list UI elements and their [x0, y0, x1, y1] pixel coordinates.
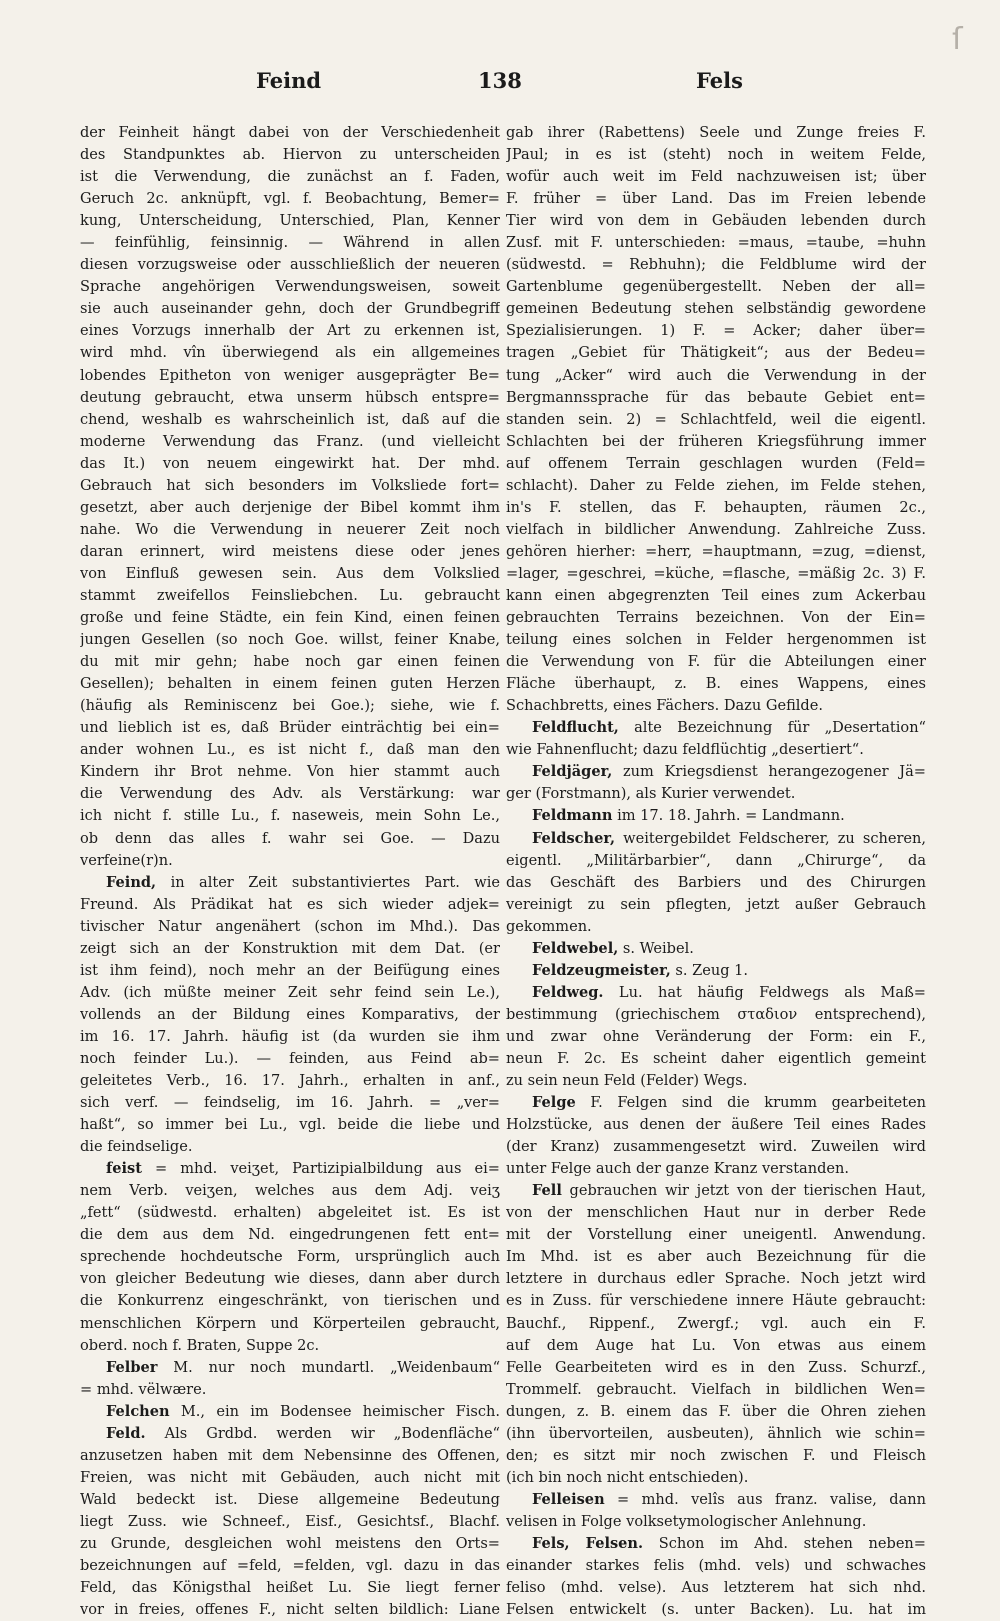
line-text: geleitetes Verb., 16. 17. Jahrh., erhalten in anf.,: [80, 1072, 500, 1090]
text-line: [506, 232, 926, 254]
line-text: von der menschlichen Haut nur in derber Rede: [506, 1204, 926, 1222]
text-line: [506, 1048, 926, 1070]
text-line: [80, 1335, 500, 1357]
line-text: sie auch auseinander gehn, doch der Grundbegriff: [80, 300, 500, 318]
text-line: [506, 1202, 926, 1224]
line-text: sprechende hochdeutsche Form, ursprünglich auch: [80, 1248, 500, 1266]
text-line: [80, 673, 500, 695]
text-line: [80, 695, 500, 717]
text-line: [506, 1224, 926, 1246]
text-line: [506, 563, 926, 585]
line-text: Felle Gearbeiteten wird es in den Zuss. Schurzf.,: [506, 1358, 926, 1376]
line-text: Schachbretts, eines Fächers. Dazu Gefilde.: [506, 697, 823, 715]
line-text: lobendes Epitheton von weniger ausgeprägter Be=: [80, 366, 500, 384]
line-text: Sprache angehörigen Verwendungsweisen, soweit: [80, 278, 500, 296]
line-text: gab ihrer (Rabettens) Seele und Zunge freies F.: [506, 124, 926, 141]
entry-headword: Fels, Felsen.: [532, 1535, 644, 1552]
text-line: [80, 717, 500, 739]
line-text: Wald bedeckt ist. Diese allgemeine Bedeutung: [80, 1490, 500, 1508]
line-text: sich verf. — feindselig, im 16. Jahrh. = „ver=: [80, 1094, 500, 1112]
text-line: [80, 1224, 500, 1246]
text-line: [506, 938, 926, 960]
entry-headword: Feldflucht,: [532, 719, 619, 737]
line-text: velisen in Folge volksetymologischer Anlehnung.: [506, 1512, 867, 1530]
entry-headword: Feldjäger,: [532, 763, 613, 781]
text-line: [80, 1533, 500, 1555]
line-text: — feinfühlig, feinsinnig. — Während in allen: [80, 234, 500, 252]
text-line: [80, 761, 500, 783]
left-text-column: [80, 122, 500, 1621]
text-line: [506, 916, 926, 938]
line-text: Bauchf., Rippenf., Zwergf.; vgl. auch ein F.: [506, 1314, 926, 1332]
text-line: [506, 1246, 926, 1268]
line-text: =lager, =geschrei, =küche, =flasche, =mäßig 2c. 3) F.: [506, 564, 926, 582]
line-text: feliso (mhd. velse). Aus letzterem hat sich nhd.: [506, 1579, 926, 1597]
text-line: [80, 166, 500, 188]
line-text: letztere in durchaus edler Sprache. Noch jetzt wird: [506, 1270, 926, 1288]
text-line: [80, 872, 500, 894]
line-text: die dem aus dem Nd. eingedrungenen fett ent=: [80, 1226, 500, 1244]
line-text: das It.) von neuem eingewirkt hat. Der mhd.: [80, 454, 500, 472]
text-line: [80, 519, 500, 541]
line-text: ger (Forstmann), als Kurier verwendet.: [506, 785, 796, 803]
line-text: nahe. Wo die Verwendung in neuerer Zeit noch: [80, 520, 500, 538]
line-text: ich nicht f. stille Lu., f. naseweis, mein Sohn Le.,: [80, 807, 500, 825]
line-text: im 17. 18. Jahrh. = Landmann.: [612, 807, 845, 825]
line-text: (südwestd. = Rebhuhn); die Feldblume wird der: [506, 256, 926, 274]
line-text: Feld, das Königsthal heißet Lu. Sie liegt ferner: [80, 1579, 500, 1597]
line-text: = mhd. vëlwære.: [80, 1380, 207, 1398]
line-text: gekommen.: [506, 917, 592, 935]
text-line: [506, 739, 926, 761]
text-line: [506, 828, 926, 850]
text-line: [506, 276, 926, 298]
text-line: [506, 673, 926, 695]
line-text: in's F. stellen, das F. behaupten, räumen 2c.,: [506, 498, 926, 516]
text-line: [80, 1445, 500, 1467]
line-text: weitergebildet Feldscherer, zu scheren,: [615, 829, 926, 847]
text-line: [506, 1357, 926, 1379]
text-line: [80, 1004, 500, 1026]
line-text: Schon im Ahd. stehen neben=: [643, 1535, 926, 1552]
text-line: [506, 1290, 926, 1312]
text-line: [506, 475, 926, 497]
text-line: [80, 1577, 500, 1599]
text-line: [80, 298, 500, 320]
text-line: [80, 607, 500, 629]
line-text: Fläche überhaupt, z. B. eines Wappens, eines: [506, 675, 926, 693]
line-text: anzusetzen haben mit dem Nebensinne des Offenen,: [80, 1446, 500, 1464]
header-right-guideword: Fels: [696, 68, 743, 93]
page-number: 138: [478, 68, 522, 93]
text-line: [80, 409, 500, 431]
line-text: von gleicher Bedeutung wie dieses, dann aber durch: [80, 1270, 500, 1288]
line-text: die Verwendung von F. für die Abteilungen einer: [506, 653, 926, 671]
text-line: [506, 188, 926, 210]
text-line: [506, 1114, 926, 1136]
line-text: Schlachten bei der früheren Kriegsführung immer: [506, 432, 926, 450]
line-text: wie Fahnenflucht; dazu feldflüchtig „desertiert“.: [506, 741, 864, 759]
line-text: wofür auch weit im Feld nachzuweisen ist; über: [506, 168, 926, 186]
line-text: chend, weshalb es wahrscheinlich ist, daß auf die: [80, 410, 500, 428]
header-left-guideword: Feind: [256, 68, 322, 93]
line-text: vielfach in bildlicher Anwendung. Zahlreiche Zuss.: [506, 520, 926, 538]
text-line: [80, 1202, 500, 1224]
line-text: Freien, was nicht mit Gebäuden, auch nicht mit: [80, 1468, 500, 1486]
line-text: Holzstücke, aus denen der äußere Teil eines Rades: [506, 1116, 926, 1134]
line-text: noch feinder Lu.). — feinden, aus Feind ab=: [80, 1049, 500, 1067]
text-line: [80, 1158, 500, 1180]
line-text: F. früher = über Land. Das im Freien lebende: [506, 190, 926, 208]
text-line: [506, 717, 926, 739]
line-text: Tier wird von dem in Gebäuden lebenden durch: [506, 212, 926, 230]
text-line: [80, 1246, 500, 1268]
text-line: [80, 497, 500, 519]
text-line: [80, 276, 500, 298]
margin-pencil-mark: ſ: [952, 22, 963, 57]
text-line: [80, 232, 500, 254]
text-line: [80, 431, 500, 453]
line-text: menschlichen Körpern und Körperteilen gebraucht,: [80, 1314, 500, 1332]
line-text: JPaul; in es ist (steht) noch in weitem Felde,: [506, 146, 926, 164]
text-line: [506, 960, 926, 982]
line-text: auf offenem Terrain geschlagen wurden (Feld=: [506, 454, 926, 472]
text-line: [506, 1533, 926, 1555]
text-line: [506, 982, 926, 1004]
line-text: das Geschäft des Barbiers und des Chirurgen: [506, 873, 926, 891]
text-line: [506, 1379, 926, 1401]
line-text: M., ein im Bodensee heimischer Fisch.: [169, 1402, 500, 1420]
entry-headword: Feldzeugmeister,: [532, 961, 671, 979]
text-line: [506, 431, 926, 453]
line-text: Gesellen); behalten in einem feinen guten Herzen: [80, 675, 500, 693]
line-text: Trommelf. gebraucht. Vielfach in bildlichen Wen=: [506, 1380, 926, 1398]
text-line: [506, 1489, 926, 1511]
text-line: [506, 1401, 926, 1423]
text-line: [506, 1577, 926, 1599]
text-line: [80, 122, 500, 144]
entry-headword: Feind,: [106, 873, 157, 891]
text-line: [80, 365, 500, 387]
text-line: [80, 1070, 500, 1092]
text-line: [80, 1114, 500, 1136]
line-text: von Einfluß gewesen sein. Aus dem Volkslied: [80, 564, 500, 582]
line-text: Geruch 2c. anknüpft, vgl. f. Beobachtung, Bemer=: [80, 190, 500, 208]
line-text: alte Bezeichnung für „Desertation“: [618, 719, 926, 737]
text-line: [506, 122, 926, 144]
line-text: moderne Verwendung das Franz. (und vielleicht: [80, 432, 500, 450]
line-text: der Feinheit hängt dabei von der Verschiedenheit: [80, 124, 500, 141]
text-line: [506, 1313, 926, 1335]
text-line: [80, 1092, 500, 1114]
text-line: [80, 563, 500, 585]
text-line: [80, 210, 500, 232]
line-text: die Verwendung des Adv. als Verstärkung: war: [80, 785, 500, 803]
text-line: [506, 365, 926, 387]
line-text: Als Grdbd. werden wir „Bodenfläche“: [145, 1424, 500, 1442]
line-text: nem Verb. veiʒen, welches aus dem Adj. veiʒ: [80, 1182, 500, 1200]
line-text: Kindern ihr Brot nehme. Von hier stammt auch: [80, 763, 500, 781]
text-line: [506, 585, 926, 607]
text-line: [80, 541, 500, 563]
text-line: [80, 1489, 500, 1511]
line-text: (der Kranz) zusammengesetzt wird. Zuweilen wird: [506, 1138, 926, 1156]
line-text: bestimmung (griechischem σταδιον entsprechend),: [506, 1005, 926, 1023]
line-text: zu sein neun Feld (Felder) Wegs.: [506, 1072, 748, 1090]
line-text: kung, Unterscheidung, Unterschied, Plan, Kenner: [80, 212, 500, 230]
line-text: vor in freies, offenes F., nicht selten bildlich: Liane: [80, 1601, 500, 1619]
line-text: Spezialisierungen. 1) F. = Acker; daher über=: [506, 322, 926, 340]
line-text: gebrauchten Terrains bezeichnen. Von der Ein=: [506, 609, 926, 627]
line-text: (ich bin noch nicht entschieden).: [506, 1468, 749, 1486]
text-line: [506, 1268, 926, 1290]
text-line: [506, 894, 926, 916]
entry-headword: Feldscher,: [532, 829, 616, 847]
entry-headword: feist: [106, 1160, 142, 1178]
line-text: verfeine(r)n.: [80, 851, 173, 869]
entry-headword: Feld.: [106, 1424, 146, 1442]
text-line: [80, 453, 500, 475]
line-text: liegt Zuss. wie Schneef., Eisf., Gesichtsf., Blachf.: [80, 1512, 500, 1530]
text-line: [80, 938, 500, 960]
text-line: [80, 475, 500, 497]
entry-headword: Feldwebel,: [532, 939, 619, 957]
line-text: gehören hierher: =herr, =hauptmann, =zug, =dienst,: [506, 542, 926, 560]
line-text: F. Felgen sind die krumm gearbeiteten: [575, 1094, 926, 1112]
line-text: bezeichnungen auf =feld, =felden, vgl. dazu in das: [80, 1557, 500, 1575]
entry-headword: Felleisen: [532, 1490, 605, 1508]
text-line: [506, 651, 926, 673]
text-line: [80, 739, 500, 761]
text-line: [506, 210, 926, 232]
text-line: [506, 497, 926, 519]
line-text: tung „Acker“ wird auch die Verwendung in der: [506, 366, 926, 384]
line-text: des Standpunktes ab. Hiervon zu unterscheiden: [80, 146, 500, 164]
text-line: [506, 1158, 926, 1180]
text-line: [506, 1335, 926, 1357]
line-text: Im Mhd. ist es aber auch Bezeichnung für die: [506, 1248, 926, 1266]
line-text: dungen, z. B. einem das F. über die Ohren ziehen: [506, 1402, 926, 1420]
text-line: [506, 1555, 926, 1577]
text-line: [506, 387, 926, 409]
text-line: [506, 1511, 926, 1533]
text-line: [506, 144, 926, 166]
line-text: (häufig als Reminiscenz bei Goe.); siehe, wie f.: [80, 697, 500, 715]
text-line: [506, 541, 926, 563]
text-line: [80, 1268, 500, 1290]
text-line: [506, 519, 926, 541]
text-line: [506, 453, 926, 475]
text-line: [80, 254, 500, 276]
line-text: den; es sitzt mir noch zwischen F. und Fleisch: [506, 1446, 926, 1464]
text-line: [506, 1467, 926, 1489]
line-text: zeigt sich an der Konstruktion mit dem Dat. (er: [80, 939, 500, 957]
line-text: Felsen entwickelt (s. unter Backen). Lu. hat im: [506, 1601, 926, 1619]
text-line: [80, 342, 500, 364]
line-text: du mit mir gehn; habe noch gar einen feinen: [80, 653, 500, 671]
text-line: [80, 1555, 500, 1577]
text-line: [506, 783, 926, 805]
text-line: [80, 1599, 500, 1621]
text-line: [80, 144, 500, 166]
line-text: gebrauchen wir jetzt von der tierischen Haut,: [561, 1182, 926, 1200]
text-line: [506, 166, 926, 188]
line-text: unter Felge auch der ganze Kranz verstanden.: [506, 1160, 850, 1178]
text-line: [506, 695, 926, 717]
line-text: deutung gebraucht, etwa unserm hübsch entspre=: [80, 388, 500, 406]
entry-headword: Felge: [532, 1094, 576, 1112]
right-text-column: [506, 122, 926, 1621]
text-line: [80, 1511, 500, 1533]
text-line: [80, 1423, 500, 1445]
text-line: [80, 1357, 500, 1379]
text-line: [506, 254, 926, 276]
text-line: [80, 1290, 500, 1312]
line-text: ist die Verwendung, die zunächst an f. Faden,: [80, 168, 500, 186]
text-line: [506, 409, 926, 431]
line-text: einander starkes felis (mhd. vels) und schwaches: [506, 1557, 926, 1575]
line-text: die feindselige.: [80, 1138, 193, 1156]
text-line: [506, 320, 926, 342]
text-line: [80, 850, 500, 872]
text-line: [506, 761, 926, 783]
text-line: [80, 960, 500, 982]
text-line: [506, 1070, 926, 1092]
text-line: [80, 783, 500, 805]
entry-headword: Felchen: [106, 1402, 170, 1420]
entry-headword: Felber: [106, 1358, 158, 1376]
text-line: [506, 342, 926, 364]
line-text: schlacht). Daher zu Felde ziehen, im Felde stehen,: [506, 476, 926, 494]
text-line: [506, 1136, 926, 1158]
text-line: [506, 1026, 926, 1048]
text-line: [80, 805, 500, 827]
line-text: Gartenblume gegenübergestellt. Neben der all=: [506, 278, 926, 296]
line-text: daran erinnert, wird meistens diese oder jenes: [80, 542, 500, 560]
text-line: [80, 1026, 500, 1048]
entry-headword: Fell: [532, 1182, 562, 1200]
text-line: [506, 629, 926, 651]
entry-headword: Feldweg.: [532, 983, 604, 1001]
text-line: [506, 1445, 926, 1467]
line-text: oberd. noch f. Braten, Suppe 2c.: [80, 1336, 320, 1354]
line-text: neun F. 2c. Es scheint daher eigentlich gemeint: [506, 1049, 926, 1067]
line-text: tragen „Gebiet für Thätigkeit“; aus der Bedeu=: [506, 344, 926, 362]
line-text: = mhd. veiʒet, Partizipialbildung aus ei=: [141, 1160, 500, 1178]
text-line: [80, 188, 500, 210]
line-text: gesetzt, aber auch derjenige der Bibel kommt ihm: [80, 498, 500, 516]
text-line: [80, 651, 500, 673]
line-text: wird mhd. vîn überwiegend als ein allgemeines: [80, 344, 500, 362]
line-text: im 16. 17. Jahrh. häufig ist (da wurden sie ihm: [80, 1027, 500, 1045]
line-text: es in Zuss. für verschiedene innere Häute gebraucht:: [506, 1292, 926, 1310]
line-text: M. nur noch mundartl. „Weidenbaum“: [157, 1358, 500, 1376]
text-line: [506, 1423, 926, 1445]
text-line: [80, 320, 500, 342]
line-text: Freund. Als Prädikat hat es sich wieder adjek=: [80, 895, 500, 913]
text-line: [80, 828, 500, 850]
text-line: [506, 1004, 926, 1026]
text-line: [506, 1599, 926, 1621]
line-text: kann einen abgegrenzten Teil eines zum Ackerbau: [506, 586, 926, 604]
text-line: [80, 1401, 500, 1423]
text-line: [80, 1313, 500, 1335]
line-text: tivischer Natur angenähert (schon im Mhd.). Das: [80, 917, 500, 935]
text-line: [80, 916, 500, 938]
line-text: große und feine Städte, ein fein Kind, einen feinen: [80, 609, 500, 627]
line-text: zum Kriegsdienst herangezogener Jä=: [612, 763, 926, 781]
line-text: Zusf. mit F. unterschieden: =maus, =taube, =huhn: [506, 234, 926, 252]
line-text: Bergmannssprache für das bebaute Gebiet ent=: [506, 388, 926, 406]
line-text: gemeinen Bedeutung stehen selbständig gewordene: [506, 300, 926, 318]
line-text: eines Vorzugs innerhalb der Art zu erkennen ist,: [80, 322, 500, 340]
line-text: teilung eines solchen in Felder hergenommen ist: [506, 631, 926, 649]
line-text: haßt“, so immer bei Lu., vgl. beide die liebe und: [80, 1116, 500, 1134]
text-line: [80, 1467, 500, 1489]
text-line: [506, 298, 926, 320]
line-text: stammt zweifellos Feinsliebchen. Lu. gebraucht: [80, 586, 500, 604]
line-text: s. Zeug 1.: [670, 961, 749, 979]
text-line: [80, 982, 500, 1004]
text-line: [80, 387, 500, 409]
line-text: und lieblich ist es, daß Brüder einträchtig bei ein=: [80, 719, 500, 737]
line-text: Adv. (ich müßte meiner Zeit sehr feind sein Le.),: [80, 983, 500, 1001]
line-text: „fett“ (südwestd. erhalten) abgeleitet ist. Es ist: [80, 1204, 500, 1222]
line-text: s. Weibel.: [618, 939, 694, 957]
line-text: in alter Zeit substantiviertes Part. wie: [156, 873, 500, 891]
text-line: [506, 607, 926, 629]
line-text: (ihn übervorteilen, ausbeuten), ähnlich wie schin=: [506, 1424, 926, 1442]
line-text: und zwar ohne Veränderung der Form: ein F.,: [506, 1027, 926, 1045]
running-header: [60, 68, 940, 108]
line-text: zu Grunde, desgleichen wohl meistens den Orts=: [80, 1535, 500, 1552]
text-line: [80, 1048, 500, 1070]
text-line: [80, 585, 500, 607]
text-line: [506, 1092, 926, 1114]
text-line: [80, 1180, 500, 1202]
line-text: Lu. hat häufig Feldwegs als Maß=: [603, 983, 926, 1001]
line-text: vollends an der Bildung eines Komparativs, der: [80, 1005, 500, 1023]
line-text: auf dem Auge hat Lu. Von etwas aus einem: [506, 1336, 926, 1354]
text-line: [80, 1379, 500, 1401]
entry-headword: Feldmann: [532, 807, 613, 825]
text-line: [506, 1180, 926, 1202]
line-text: eigentl. „Militärbarbier“, dann „Chirurge“, da: [506, 851, 926, 869]
text-line: [80, 629, 500, 651]
text-line: [80, 1136, 500, 1158]
text-line: [506, 872, 926, 894]
text-line: [80, 894, 500, 916]
line-text: diesen vorzugsweise oder ausschließlich der neueren: [80, 256, 500, 274]
line-text: = mhd. velîs aus franz. valise, dann: [604, 1490, 926, 1508]
line-text: standen sein. 2) = Schlachtfeld, weil die eigentl.: [506, 410, 926, 428]
line-text: ob denn das alles f. wahr sei Goe. — Dazu: [80, 829, 500, 847]
text-line: [506, 850, 926, 872]
line-text: mit der Vorstellung einer uneigentl. Anwendung.: [506, 1226, 926, 1244]
line-text: vereinigt zu sein pflegten, jetzt außer Gebrauch: [506, 895, 926, 913]
text-line: [506, 805, 926, 827]
line-text: ander wohnen Lu., es ist nicht f., daß man den: [80, 741, 500, 759]
line-text: ist ihm feind), noch mehr an der Beifügung eines: [80, 961, 500, 979]
line-text: jungen Gesellen (so noch Goe. willst, feiner Knabe,: [80, 631, 500, 649]
line-text: die Konkurrenz eingeschränkt, von tierischen und: [80, 1292, 500, 1310]
line-text: Gebrauch hat sich besonders im Volksliede fort=: [80, 476, 500, 494]
